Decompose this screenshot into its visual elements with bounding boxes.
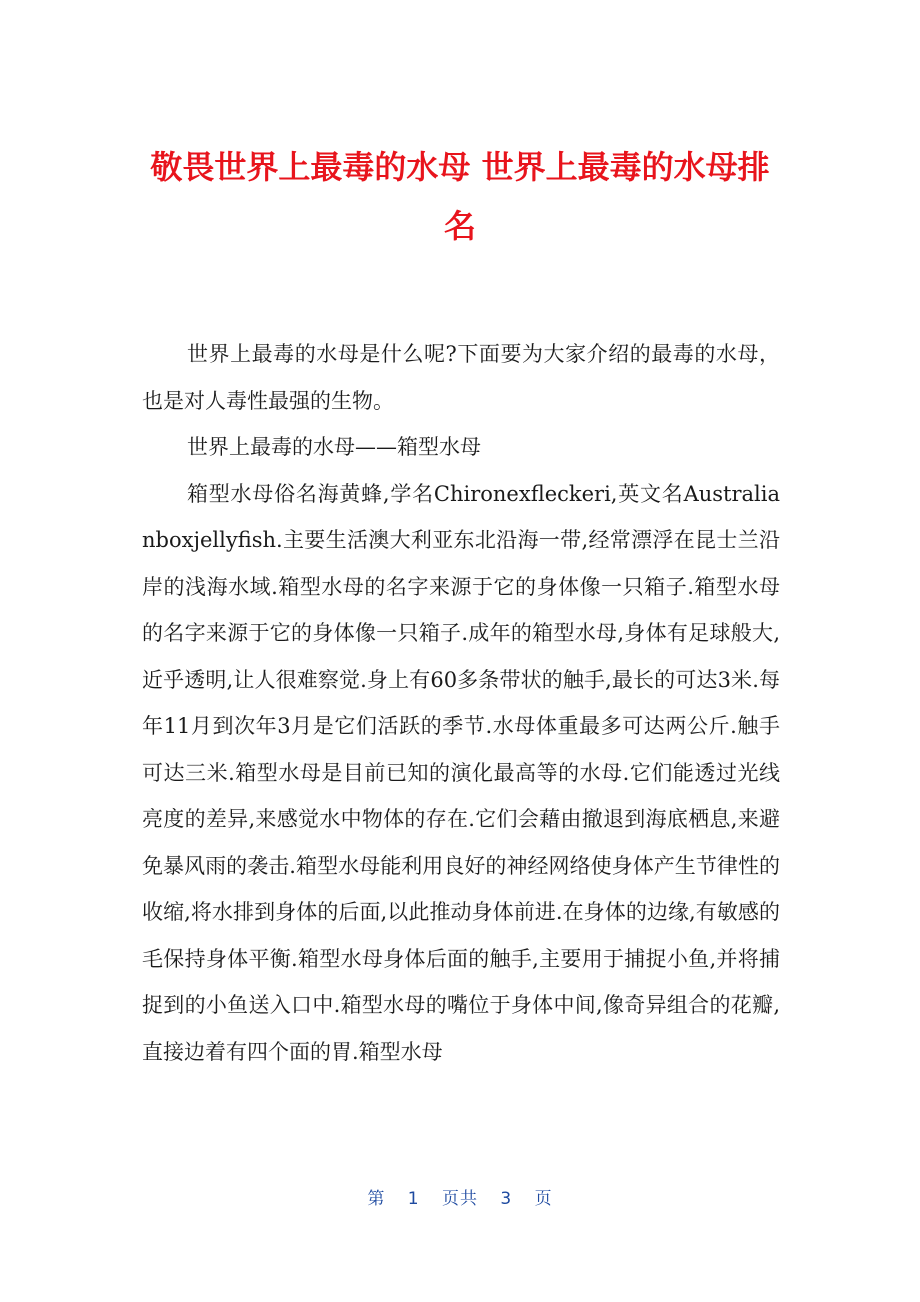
document-title — [130, 138, 790, 256]
page-footer — [0, 1184, 920, 1209]
footer-page-total: 3 — [500, 1189, 513, 1209]
footer-page-suffix: 页 — [534, 1189, 553, 1209]
document-body — [142, 331, 780, 1075]
title-line-1: 敬畏世界上最毒的水母 世界上最毒的水母排 — [150, 148, 770, 186]
footer-page-number: 1 — [407, 1189, 420, 1209]
footer-page-middle: 页共 — [442, 1189, 478, 1209]
body-paragraph: 箱型水母俗名海黄蜂,学名Chironexfleckeri,英文名Australianboxjellyfish.主要生活澳大利亚东北沿海一带,经常漂浮在昆士兰沿岸的浅海水域.箱型水母的名字来源于它的身体像一只箱子.箱型水母的名字来源于它的身体像一只箱子.成年的箱型水母,身体有足球般大,近乎透明,让人很难察觉.身上有60多条带状的触手,最长的可达3米.每年11月到次年3月是它们活跃的季节.水母体重最多可达两公斤.触手可达三米.箱型水母是目前已知的演化最高等的水母.它们能透过光线亮度的差异,来感觉水中物体的存在.它们会藉由撤退到海底栖息,来避免暴风雨的袭击.箱型水母能利用良好的神经网络使身体产生节律性的收缩,将水排到身体的后面,以此推动身体前进.在身体的边缘,有敏感的毛保持身体平衡.箱型水母身体后面的触手,主要用于捕捉小鱼,并将捕捉到的小鱼送入口中.箱型水母的嘴位于身体中间,像奇异组合的花瓣,直接边着有四个面的胃.箱型水母 — [142, 481, 780, 1064]
footer-page-prefix: 第 — [367, 1189, 386, 1209]
section-heading-paragraph: 世界上最毒的水母——箱型水母 — [187, 435, 481, 459]
title-line-2: 名 — [443, 207, 476, 245]
intro-paragraph: 世界上最毒的水母是什么呢?下面要为大家介绍的最毒的水母，也是对人毒性最强的生物。 — [142, 342, 780, 413]
